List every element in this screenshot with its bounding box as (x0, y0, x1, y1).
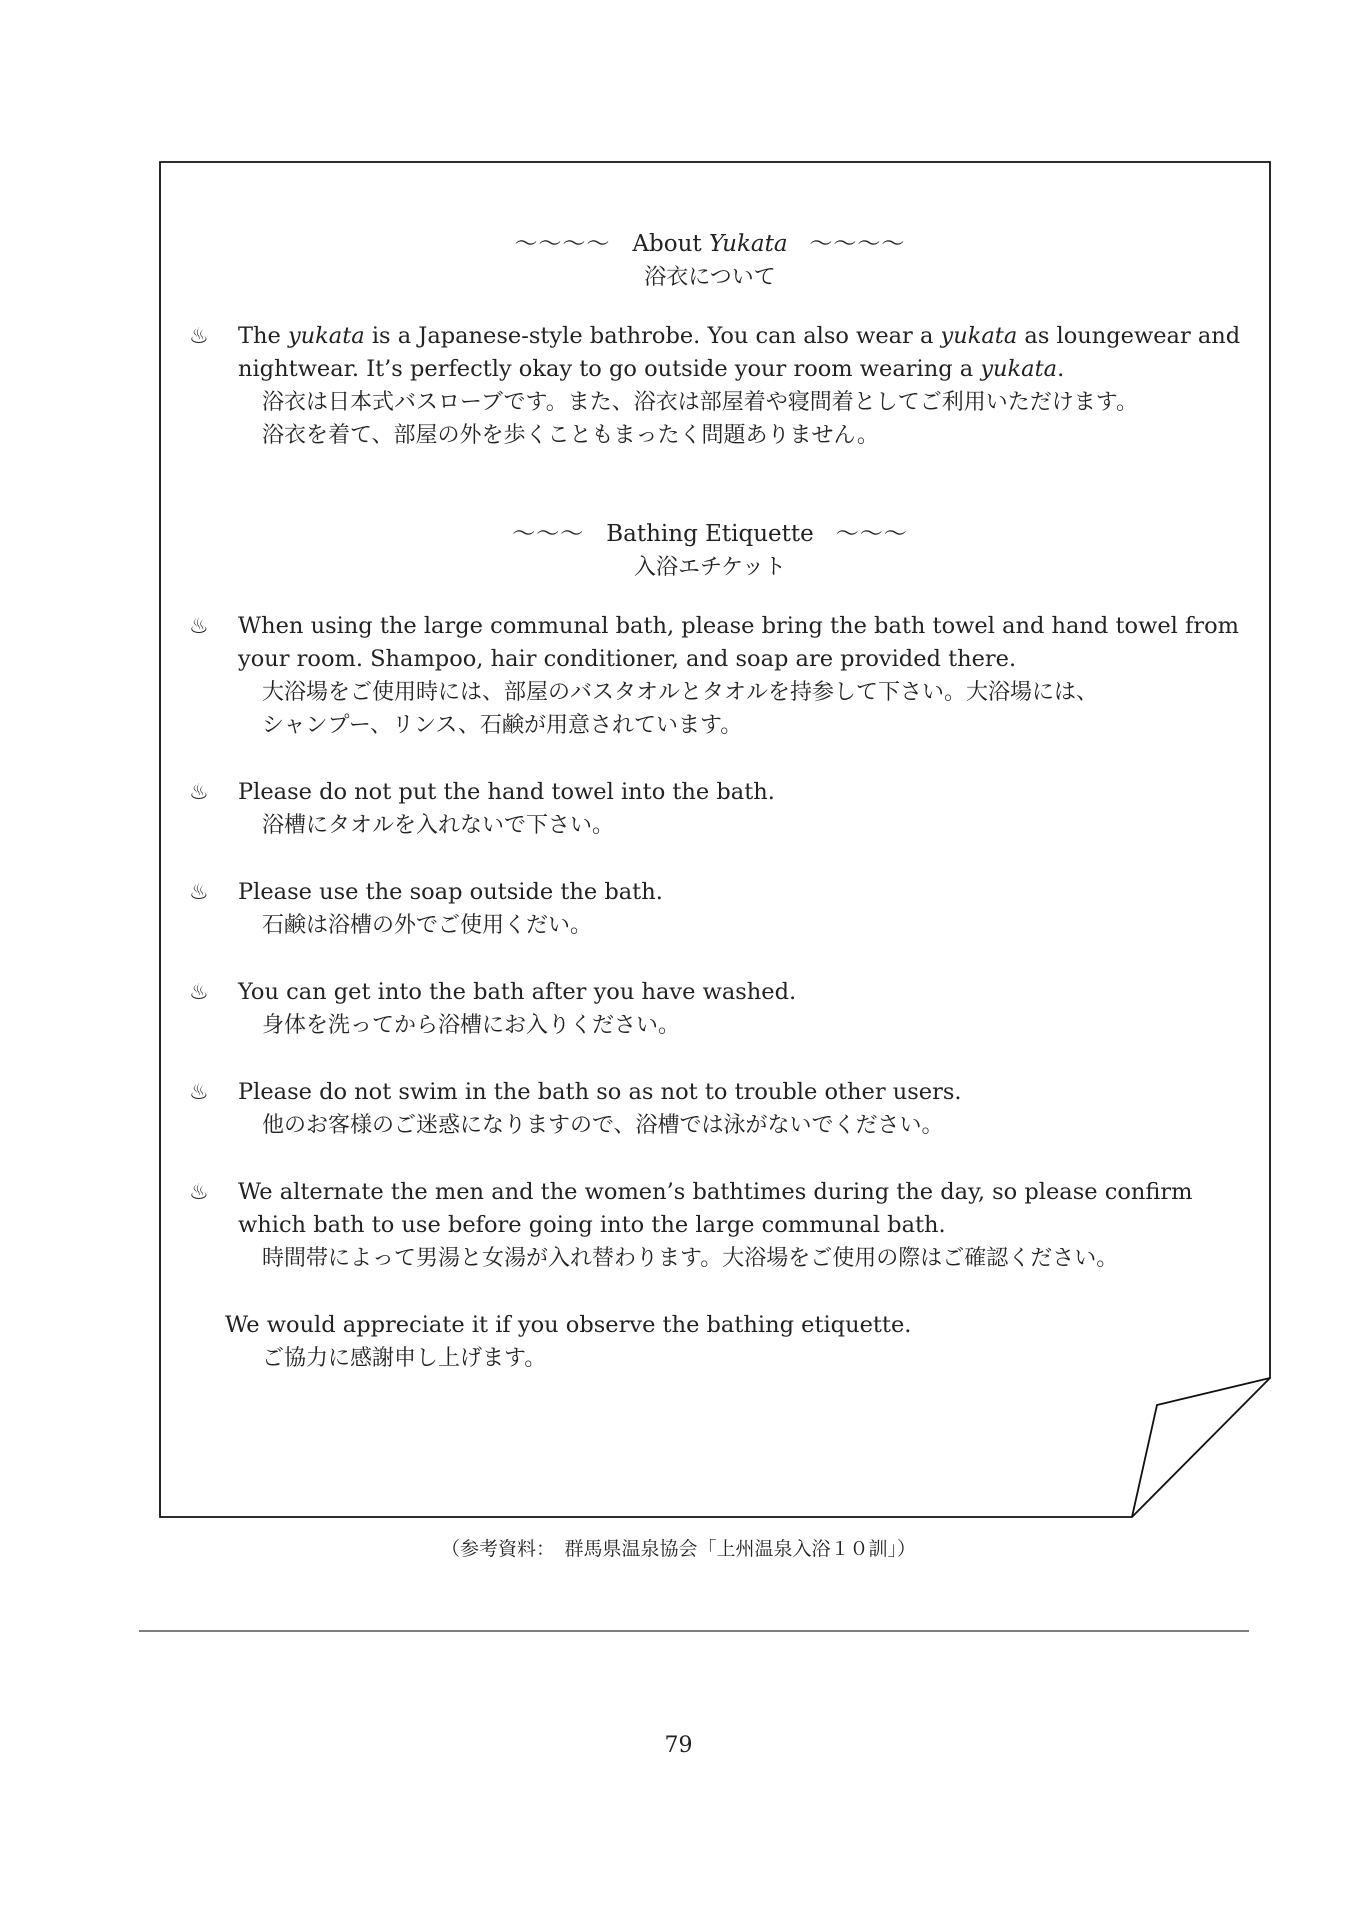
closing-ja: ご協力に感謝申し上げます。 (262, 1346, 547, 1371)
bathing-item-en: You can get into the bath after you have washed. (238, 979, 797, 1005)
notice-content (160, 228, 1260, 1375)
yukata-item (160, 320, 1260, 452)
bathing-item-ja-2: シャンプー、リンス、石鹸が用意されています。 (262, 713, 743, 738)
bathing-item-ja-1: 他のお客様のご迷惑になりますので、浴槽では泳がないでください。 (262, 1113, 944, 1138)
bathing-item (160, 610, 1260, 742)
heading-ornament-right: ～～～ (835, 521, 908, 547)
yukata-heading-italic: Yukata (708, 231, 788, 257)
hot-spring-icon: ♨ (189, 614, 209, 639)
heading-ornament-left: ～～～ (512, 521, 585, 547)
hot-spring-icon: ♨ (189, 980, 209, 1005)
bathing-item-en: Please do not swim in the bath so as not to trouble other users. (238, 1079, 962, 1105)
bathing-heading (160, 518, 1260, 551)
hot-spring-icon: ♨ (189, 880, 209, 905)
page-number: 79 (664, 1733, 693, 1758)
closing-message (160, 1309, 1260, 1375)
yukata-item-ja-1: 浴衣は日本式バスローブです。また、浴衣は部屋着や寝間着としてご利用いただけます。 (262, 390, 1139, 415)
bathing-item-en: Please do not put the hand towel into the bath. (238, 779, 775, 805)
bathing-item-ja-1: 石鹸は浴槽の外でご使用くだい。 (262, 913, 593, 938)
reference-note: （参考資料： 群馬県温泉協会「上州温泉入浴１０訓」） (440, 1538, 916, 1560)
bathing-item (160, 1176, 1260, 1275)
heading-ornament-right: ～～～～ (809, 231, 906, 257)
bathing-item (160, 776, 1260, 842)
bathing-item-ja-1: 身体を洗ってから浴槽にお入りください。 (262, 1013, 681, 1038)
hot-spring-icon: ♨ (189, 1180, 209, 1205)
closing-en: We would appreciate it if you observe the bathing etiquette. (225, 1312, 912, 1338)
hot-spring-icon: ♨ (189, 1080, 209, 1105)
yukata-heading-ja: 浴衣について (644, 265, 776, 290)
bathing-item-en: We alternate the men and the women’s bathtimes during the day, so please confirm which bath to use before going into the large communal bath. (238, 1179, 1193, 1238)
heading-ornament-left: ～～～～ (514, 231, 611, 257)
bathing-item (160, 976, 1260, 1042)
yukata-item-en: The yukata is a Japanese-style bathrobe. You can also wear a yukata as loungewear and nightwear. It’s perfectly okay to go outside your room wearing a yukata. (238, 323, 1241, 382)
bathing-item-ja-1: 時間帯によって男湯と女湯が入れ替わります。大浴場をご使用の際はご確認ください。 (262, 1246, 1119, 1271)
bathing-item (160, 876, 1260, 942)
bathing-item-en: Please use the soap outside the bath. (238, 879, 663, 905)
hot-spring-icon: ♨ (189, 324, 209, 349)
bathing-heading-ja: 入浴エチケット (633, 555, 787, 580)
yukata-heading (160, 228, 1260, 261)
yukata-item-ja-2: 浴衣を着て、部屋の外を歩くこともまったく問題ありません。 (262, 423, 879, 448)
bathing-item (160, 1076, 1260, 1142)
bathing-item-ja-1: 大浴場をご使用時には、部屋のバスタオルとタオルを持参して下さい。大浴場には、 (262, 680, 1099, 705)
bathing-item-en: When using the large communal bath, please bring the bath towel and hand towel from your room. Shampoo, hair conditioner, and soap are provided there. (238, 613, 1239, 672)
bathing-heading-text: Bathing Etiquette (606, 521, 814, 547)
bathing-item-ja-1: 浴槽にタオルを入れないで下さい。 (262, 813, 615, 838)
yukata-heading-text: About (632, 231, 709, 257)
hot-spring-icon: ♨ (189, 780, 209, 805)
